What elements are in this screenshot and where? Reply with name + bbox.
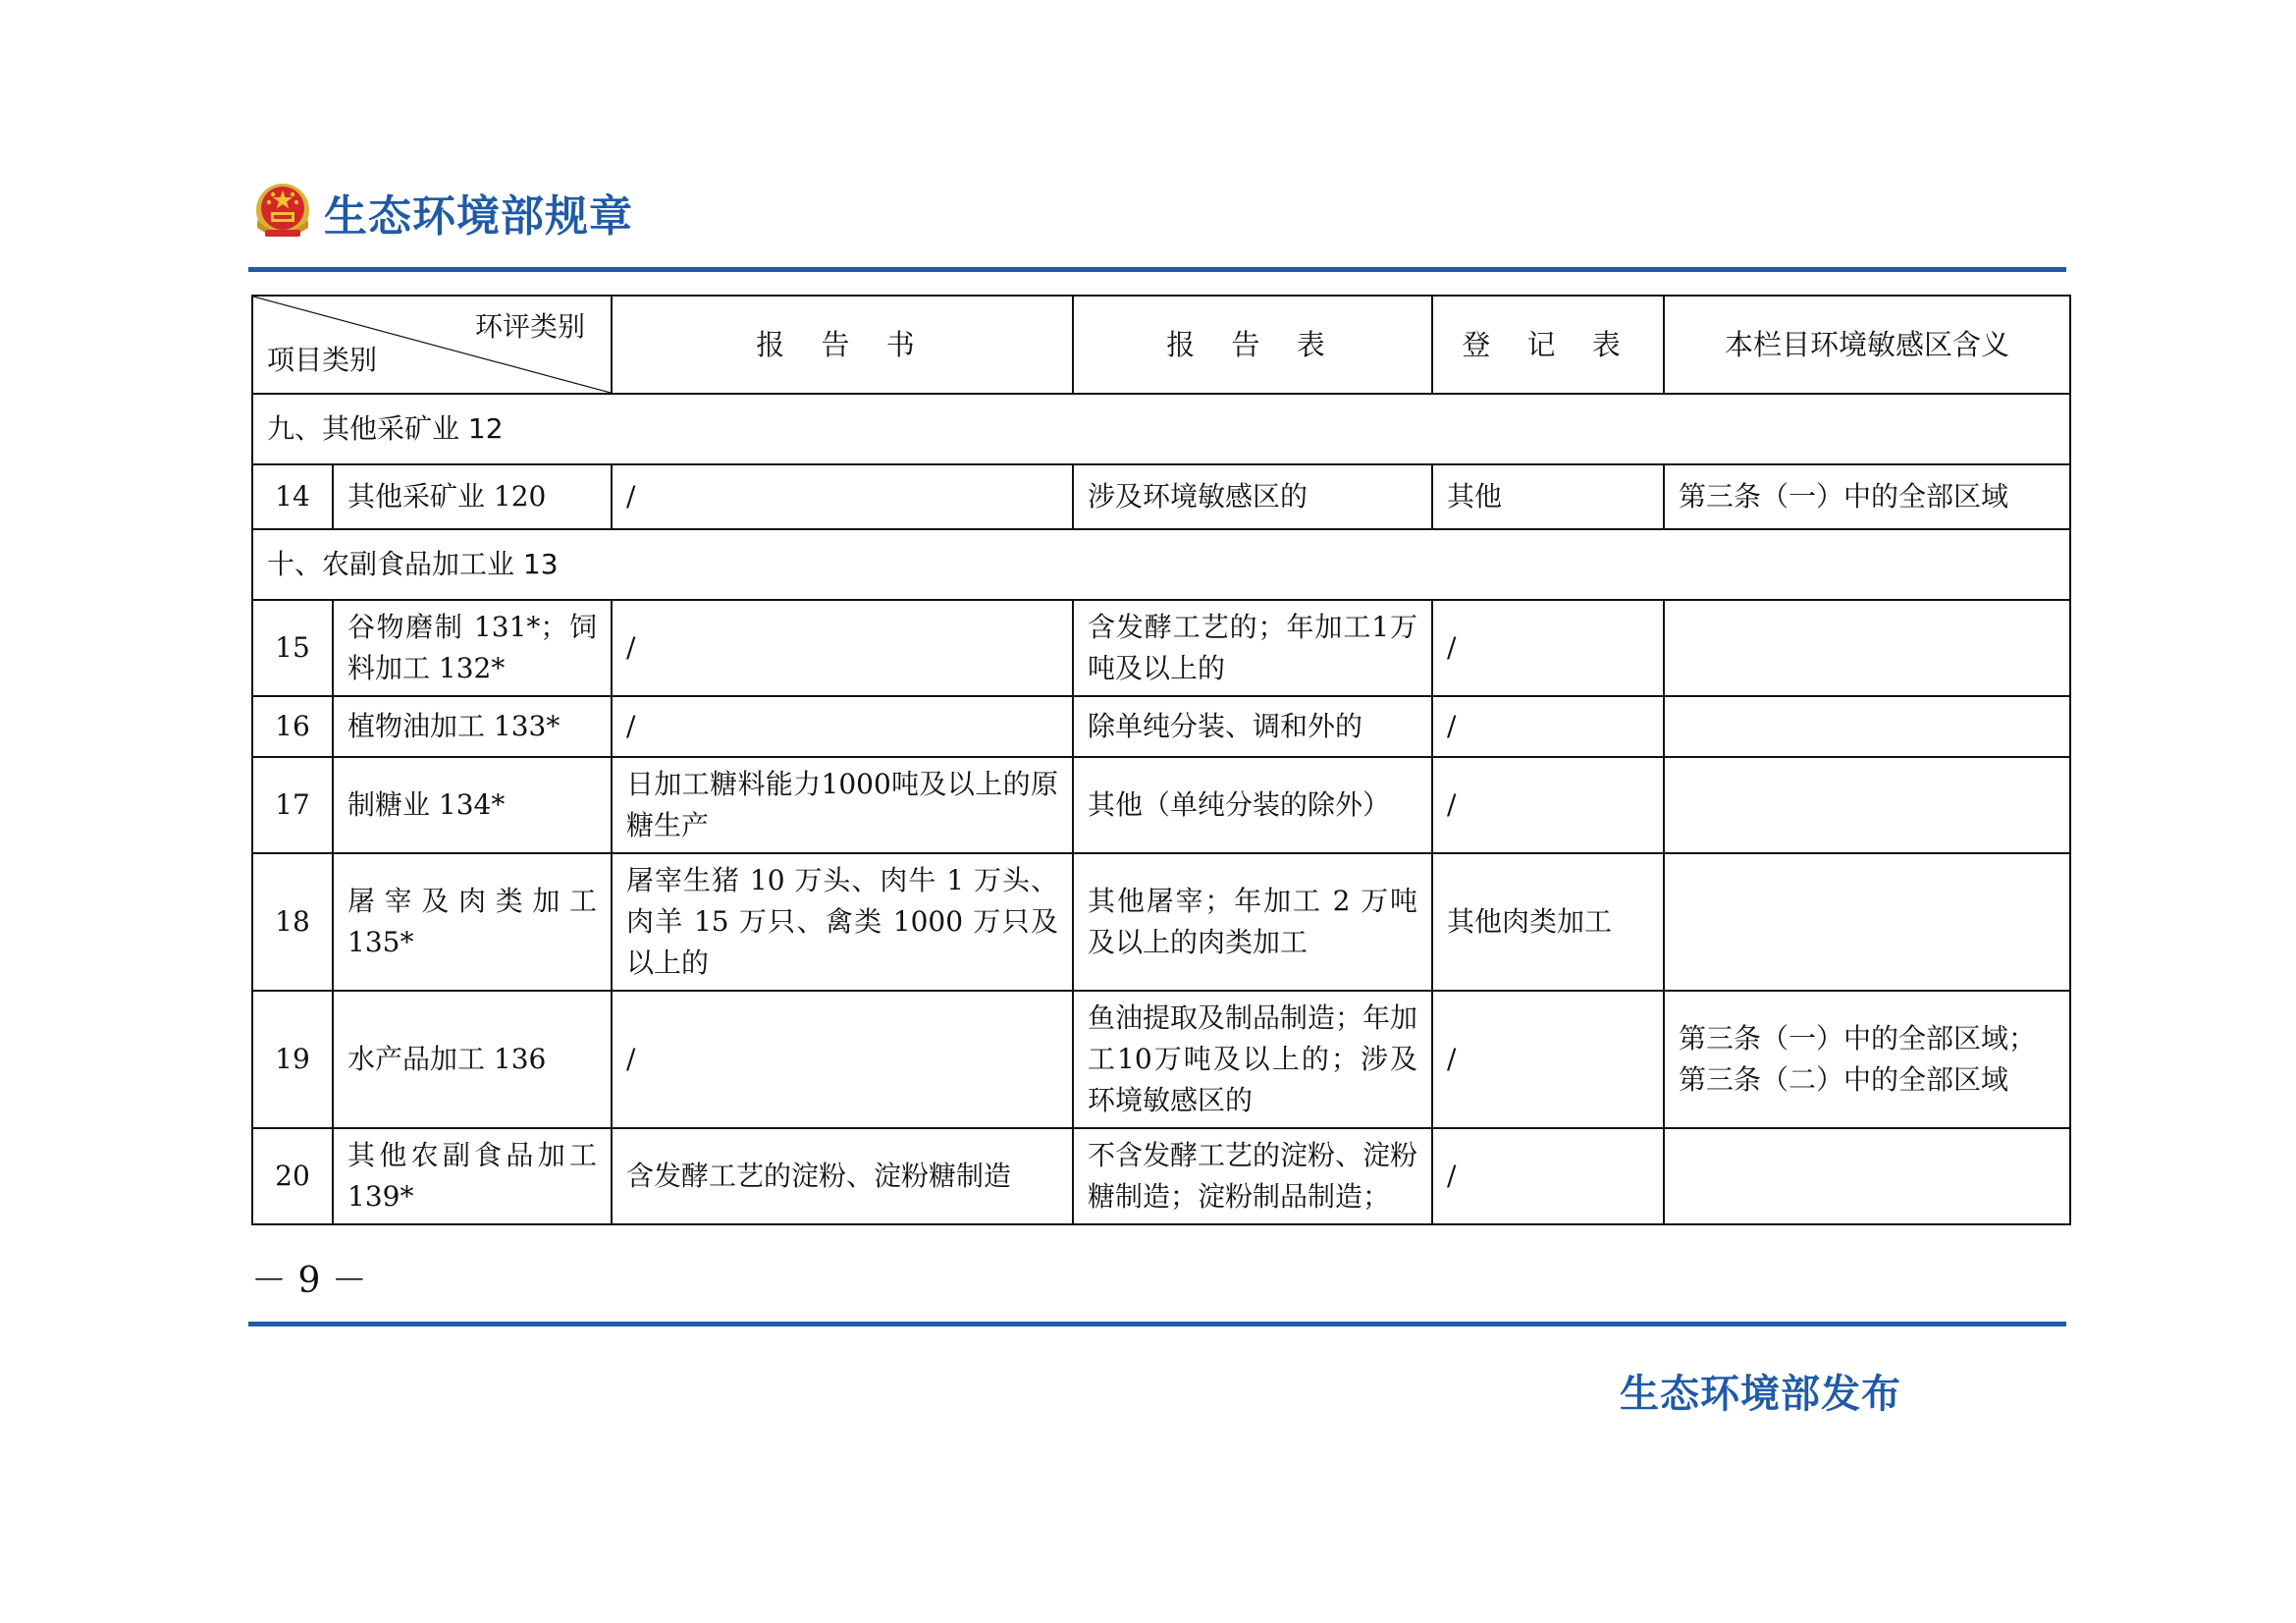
footer-divider	[248, 1322, 2066, 1326]
report-form-cell: 鱼油提取及制品制造；年加工10万吨及以上的；涉及环境敏感区的	[1073, 991, 1432, 1128]
project-category: 其他农副食品加工 139*	[333, 1128, 612, 1224]
row-number: 17	[252, 757, 333, 853]
header-divider	[248, 267, 2066, 272]
report-book-cell: 屠宰生猪 10 万头、肉牛 1 万头、肉羊 15 万只、禽类 1000 万只及以上的	[612, 853, 1073, 991]
report-form-cell: 除单纯分装、调和外的	[1073, 696, 1432, 757]
diagonal-header-cell	[252, 296, 612, 394]
publisher-label: 生态环境部发布	[1620, 1372, 1901, 1417]
table-row	[252, 600, 2070, 696]
registration-cell: /	[1432, 991, 1664, 1128]
table-row	[252, 1128, 2070, 1224]
row-number: 19	[252, 991, 333, 1128]
column-header-report-form: 报 告 表	[1073, 296, 1432, 394]
section-row	[252, 529, 2070, 600]
report-book-cell: /	[612, 464, 1073, 529]
classification-table	[251, 295, 2071, 1225]
column-header-report-book: 报 告 书	[612, 296, 1073, 394]
sensitive-area-cell	[1664, 757, 2070, 853]
registration-cell: 其他肉类加工	[1432, 853, 1664, 991]
sensitive-area-cell: 第三条（一）中的全部区域	[1664, 464, 2070, 529]
report-book-cell: /	[612, 991, 1073, 1128]
column-header-sensitive-area: 本栏目环境敏感区含义	[1664, 296, 2070, 394]
section-title: 九、其他采矿业 12	[252, 394, 2070, 464]
registration-cell: /	[1432, 600, 1664, 696]
document-title: 生态环境部规章	[324, 191, 633, 242]
report-form-cell: 其他（单纯分装的除外）	[1073, 757, 1432, 853]
report-book-cell: 日加工糖料能力1000吨及以上的原糖生产	[612, 757, 1073, 853]
sensitive-area-cell	[1664, 600, 2070, 696]
row-number: 16	[252, 696, 333, 757]
row-number: 20	[252, 1128, 333, 1224]
report-book-cell: /	[612, 600, 1073, 696]
row-number: 14	[252, 464, 333, 529]
national-emblem-icon	[251, 181, 314, 243]
table-row	[252, 853, 2070, 991]
corner-label-category: 环评类别	[474, 310, 585, 343]
project-category: 谷物磨制 131*；饲料加工 132*	[333, 600, 612, 696]
table-row	[252, 757, 2070, 853]
report-form-cell: 涉及环境敏感区的	[1073, 464, 1432, 529]
registration-cell: /	[1432, 696, 1664, 757]
report-form-cell: 含发酵工艺的；年加工1万吨及以上的	[1073, 600, 1432, 696]
report-form-cell: 不含发酵工艺的淀粉、淀粉糖制造；淀粉制品制造；	[1073, 1128, 1432, 1224]
project-category: 屠宰及肉类加工 135*	[333, 853, 612, 991]
sensitive-area-cell	[1664, 1128, 2070, 1224]
project-category: 水产品加工 136	[333, 991, 612, 1128]
sensitive-area-cell	[1664, 853, 2070, 991]
table-row	[252, 464, 2070, 529]
table-header-row	[252, 296, 2070, 394]
page-number: － 9 －	[251, 1261, 367, 1301]
page-header	[251, 173, 633, 251]
column-header-registration: 登 记 表	[1432, 296, 1664, 394]
table-row	[252, 696, 2070, 757]
sensitive-area-cell	[1664, 696, 2070, 757]
row-number: 15	[252, 600, 333, 696]
section-title: 十、农副食品加工业 13	[252, 529, 2070, 600]
sensitive-area-cell: 第三条（一）中的全部区域；第三条（二）中的全部区域	[1664, 991, 2070, 1128]
project-category: 制糖业 134*	[333, 757, 612, 853]
report-book-cell: 含发酵工艺的淀粉、淀粉糖制造	[612, 1128, 1073, 1224]
report-book-cell: /	[612, 696, 1073, 757]
project-category: 其他采矿业 120	[333, 464, 612, 529]
table-row	[252, 991, 2070, 1128]
registration-cell: /	[1432, 1128, 1664, 1224]
registration-cell: 其他	[1432, 464, 1664, 529]
registration-cell: /	[1432, 757, 1664, 853]
project-category: 植物油加工 133*	[333, 696, 612, 757]
report-form-cell: 其他屠宰；年加工 2 万吨及以上的肉类加工	[1073, 853, 1432, 991]
corner-label-project: 项目类别	[267, 344, 378, 376]
row-number: 18	[252, 853, 333, 991]
section-row	[252, 394, 2070, 464]
